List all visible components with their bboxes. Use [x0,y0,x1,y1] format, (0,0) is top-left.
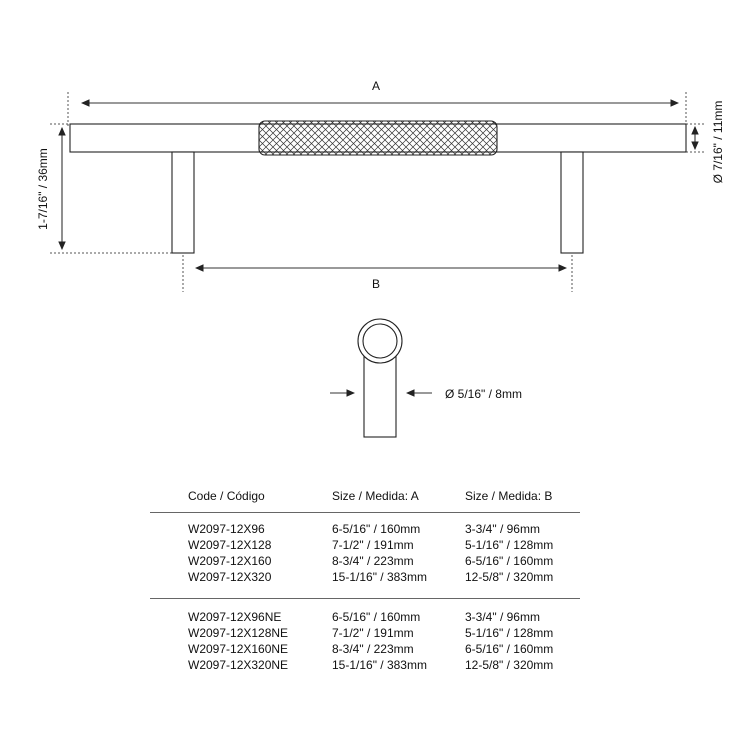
label-height: 1-7/16" / 36mm [36,148,50,230]
table-row [150,610,580,626]
header-size-b: Size / Medida: B [465,489,553,503]
table-row [150,522,580,538]
cell-size-b: 3-3/4" / 96mm [465,522,540,536]
cell-size-a: 6-5/16" / 160mm [332,610,421,624]
cell-code: W2097-12X96NE [188,610,282,624]
cell-code: W2097-12X128NE [188,626,289,640]
table-row [150,570,580,586]
cell-size-a: 6-5/16" / 160mm [332,522,421,536]
cell-size-a: 8-3/4" / 223mm [332,554,414,568]
table-header-row [150,489,580,505]
table-row [150,554,580,570]
cell-code: W2097-12X320 [188,570,272,584]
cell-code: W2097-12X96 [188,522,265,536]
cell-size-a: 7-1/2" / 191mm [332,538,414,552]
cell-size-b: 12-5/8" / 320mm [465,570,554,584]
right-leg [561,152,583,253]
knurled-grip [259,121,497,155]
cell-size-a: 8-3/4" / 223mm [332,642,414,656]
cell-size-b: 6-5/16" / 160mm [465,642,554,656]
cell-size-a: 15-1/16" / 383mm [332,570,427,584]
table-row [150,658,580,674]
end-view-bar-inner [363,324,397,358]
table-divider [150,512,580,513]
cell-code: W2097-12X128 [188,538,272,552]
cell-size-b: 6-5/16" / 160mm [465,554,554,568]
label-a: A [372,79,381,93]
table-row [150,538,580,554]
header-code: Code / Código [188,489,265,503]
cell-size-a: 7-1/2" / 191mm [332,626,414,640]
cell-size-a: 15-1/16" / 383mm [332,658,427,672]
cell-size-b: 12-5/8" / 320mm [465,658,554,672]
label-b: B [372,277,381,291]
header-size-a: Size / Medida: A [332,489,419,503]
cell-code: W2097-12X160NE [188,642,289,656]
cell-size-b: 3-3/4" / 96mm [465,610,540,624]
table-row [150,642,580,658]
label-leg-diameter: Ø 5/16" / 8mm [445,387,522,401]
cell-size-b: 5-1/16" / 128mm [465,626,554,640]
cell-code: W2097-12X320NE [188,658,289,672]
cell-code: W2097-12X160 [188,554,272,568]
handle-end-view [358,319,402,437]
handle-side-view [70,121,686,253]
cell-size-b: 5-1/16" / 128mm [465,538,554,552]
label-bar-diameter: Ø 7/16" / 11mm [711,100,725,184]
table-row [150,626,580,642]
left-leg [172,152,194,253]
table-divider [150,598,580,599]
